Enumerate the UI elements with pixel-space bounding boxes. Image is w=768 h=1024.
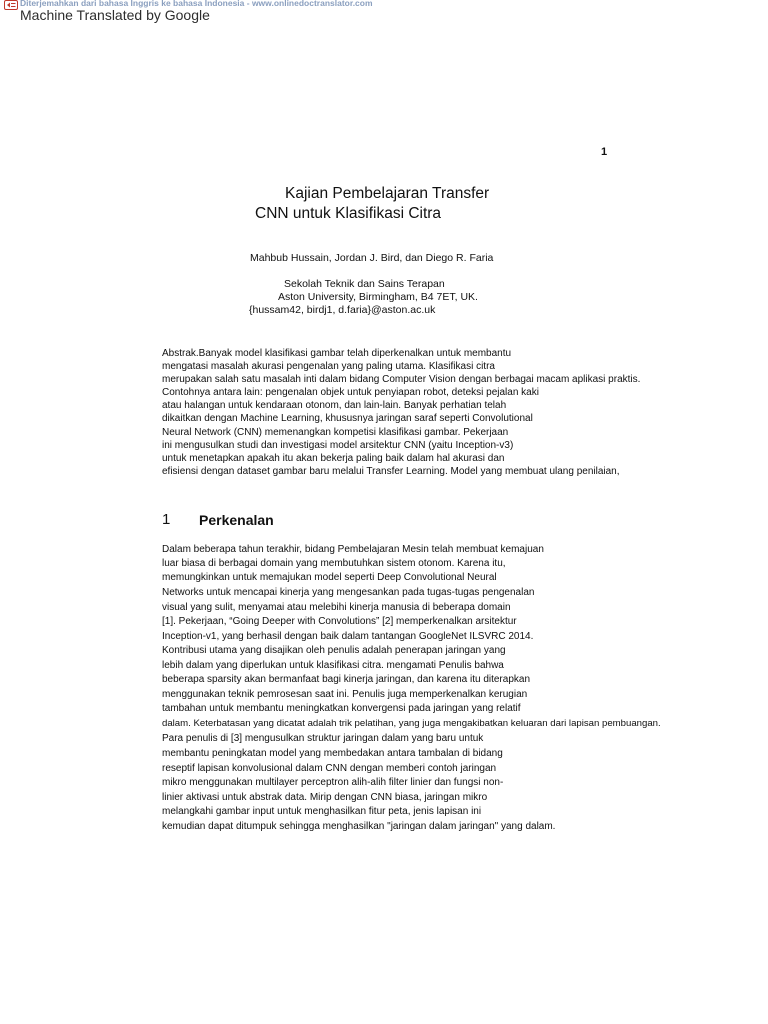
body-line: [1]. Pekerjaan, “Going Deeper with Convolutions” [2] memperkenalkan arsitektur — [162, 616, 517, 627]
affiliation-line-2: Aston University, Birmingham, B4 7ET, UK. — [278, 291, 478, 303]
body-line: Inception-v1, yang berhasil dengan baik dalam tantangan GoogleNet ILSVRC 2014. — [162, 631, 534, 642]
translation-banner — [0, 0, 768, 28]
translator-logo-icon — [4, 0, 18, 10]
abstract-line: merupakan salah satu masalah inti dalam bidang Computer Vision dengan berbagai macam aplikasi praktis. — [162, 374, 641, 385]
authors: Mahbub Hussain, Jordan J. Bird, dan Diego R. Faria — [250, 252, 494, 264]
abstract-line: dikaitkan dengan Machine Learning, khususnya jaringan saraf seperti Convolutional — [162, 413, 533, 424]
body-line: membantu peningkatan model yang membedakan antara tambalan di bidang — [162, 748, 503, 759]
body-line: menggunakan teknik pemrosesan saat ini. Penulis juga memperkenalkan kerugian — [162, 689, 528, 700]
page-number: 1 — [601, 146, 608, 158]
body-line: visual yang sulit, menyamai atau melebihi kinerja manusia di beberapa domain — [162, 602, 511, 613]
body-line: mikro menggunakan multilayer perceptron alih-alih filter linier dan fungsi non- — [162, 777, 504, 788]
abstract-line: Abstrak.Banyak model klasifikasi gambar telah diperkenalkan untuk membantu — [162, 348, 512, 359]
abstract-line: atau halangan untuk kendaraan otonom, dan lain-lain. Banyak perhatian telah — [162, 400, 507, 411]
body-line: Kontribusi utama yang disajikan oleh penulis adalah penerapan jaringan yang — [162, 645, 506, 656]
translator-link[interactable]: Diterjemahkan dari bahasa Inggris ke bahasa Indonesia - www.onlinedoctranslator.com — [20, 0, 373, 8]
body-line: lebih dalam yang diperlukan untuk klasifikasi citra. mengamati Penulis bahwa — [162, 660, 504, 671]
body-line: reseptif lapisan konvolusional dalam CNN dengan memberi contoh jaringan — [162, 763, 497, 774]
body-line: Dalam beberapa tahun terakhir, bidang Pembelajaran Mesin telah membuat kemajuan — [162, 544, 544, 555]
machine-translated-label: Machine Translated by Google — [20, 7, 210, 23]
section-title: Perkenalan — [199, 512, 274, 528]
body-line: Networks untuk mencapai kinerja yang mengesankan pada tugas-tugas pengenalan — [162, 587, 535, 598]
body-line: tambahan untuk membantu meningkatkan konvergensi pada jaringan yang relatif — [162, 703, 521, 714]
section-number: 1 — [162, 511, 171, 528]
abstract-line: Neural Network (CNN) memenangkan kompetisi klasifikasi gambar. Pekerjaan — [162, 427, 509, 438]
paper-title-line-1: Kajian Pembelajaran Transfer — [285, 185, 490, 202]
abstract-line: efisiensi dengan dataset gambar baru melalui Transfer Learning. Model yang membuat ulang penilaian, — [162, 466, 620, 477]
abstract-line: ini mengusulkan studi dan investigasi model arsitektur CNN (yaitu Inception-v3) — [162, 440, 514, 451]
abstract-line: Contohnya antara lain: pengenalan objek untuk penyiapan robot, deteksi pejalan kaki — [162, 387, 539, 398]
body-line: beberapa sparsity akan bermanfaat bagi kinerja jaringan, dan karena itu diterapkan — [162, 674, 531, 685]
affiliation-emails: {hussam42, birdj1, d.faria}@aston.ac.uk — [249, 304, 436, 316]
abstract-line: untuk menetapkan apakah itu akan bekerja paling baik dalam hal akurasi dan — [162, 453, 505, 464]
body-line: dalam. Keterbatasan yang dicatat adalah trik pelatihan, yang juga mengakibatkan keluaran dari lapisan pembuangan. — [162, 718, 661, 729]
affiliation-line-1: Sekolah Teknik dan Sains Terapan — [284, 278, 445, 290]
body-line: melangkahi gambar input untuk menghasilkan fitur peta, jenis lapisan ini — [162, 806, 482, 817]
body-line: kemudian dapat ditumpuk sehingga menghasilkan "jaringan dalam jaringan" yang dalam. — [162, 821, 556, 832]
body-line: luar biasa di berbagai domain yang membutuhkan sistem otonom. Karena itu, — [162, 558, 506, 569]
paper-title-line-2: CNN untuk Klasifikasi Citra — [255, 205, 442, 222]
body-line: linier aktivasi untuk abstrak data. Mirip dengan CNN biasa, jaringan mikro — [162, 792, 488, 803]
abstract-line: mengatasi masalah akurasi pengenalan yang paling utama. Klasifikasi citra — [162, 361, 495, 372]
body-line: Para penulis di [3] mengusulkan struktur jaringan dalam yang baru untuk — [162, 733, 484, 744]
body-line: memungkinkan untuk memajukan model seperti Deep Convolutional Neural — [162, 572, 497, 583]
